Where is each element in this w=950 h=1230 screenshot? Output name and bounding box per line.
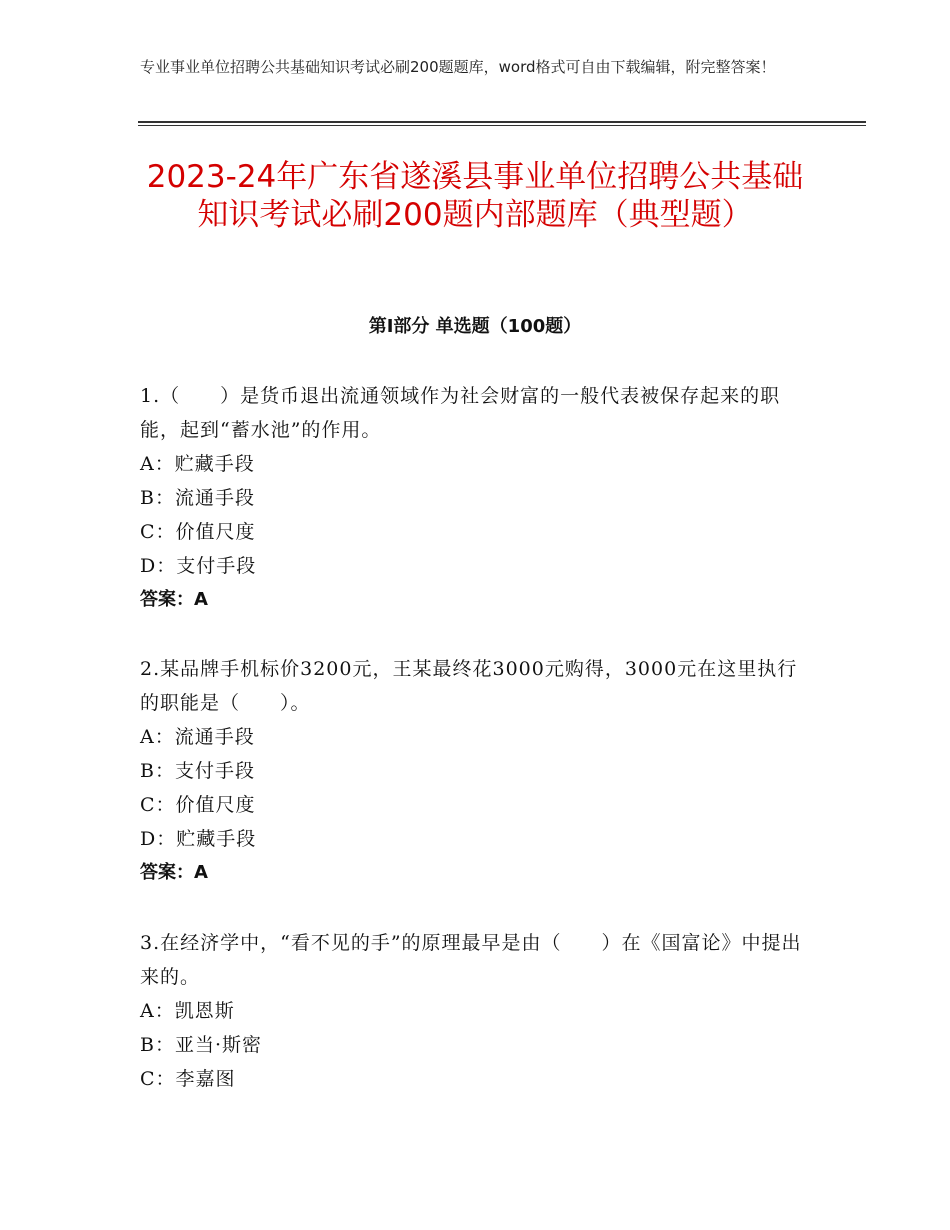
question-2 [140,652,810,890]
document-header-note: 专业事业单位招聘公共基础知识考试必刷200题题库，word格式可自由下载编辑，附完整答案！ [140,58,776,76]
header-rule-thin [138,125,866,126]
question-stem: 2.某品牌手机标价3200元，王某最终花3000元购得，3000元在这里执行的职能是（ ）。 [140,658,798,714]
option-a: A：流通手段 [140,726,255,748]
question-stem: 3.在经济学中，“看不见的手”的原理最早是由（ ）在《国富论》中提出来的。 [140,932,802,988]
section-title: 第I部分 单选题（100题） [368,316,582,337]
question-1 [140,379,810,617]
document-title: 2023-24年广东省遂溪县事业单位招聘公共基础知识考试必刷200题内部题库（典型题） [146,159,804,233]
option-a: A：贮藏手段 [140,453,255,475]
option-d: D：贮藏手段 [140,828,257,850]
option-c: C：价值尺度 [140,521,256,543]
option-b: B：流通手段 [140,487,255,509]
option-b: B：亚当·斯密 [140,1034,263,1056]
question-stem: 1.（ ）是货币退出流通领域作为社会财富的一般代表被保存起来的职能，起到“蓄水池”的作用。 [140,385,781,441]
header-rule-thick [138,121,866,123]
question-3 [140,926,810,1096]
answer: 答案：A [140,589,208,610]
answer: 答案：A [140,862,208,883]
option-b: B：支付手段 [140,760,255,782]
option-c: C：价值尺度 [140,794,256,816]
option-c: C：李嘉图 [140,1068,236,1090]
option-a: A：凯恩斯 [140,1000,235,1022]
option-d: D：支付手段 [140,555,257,577]
